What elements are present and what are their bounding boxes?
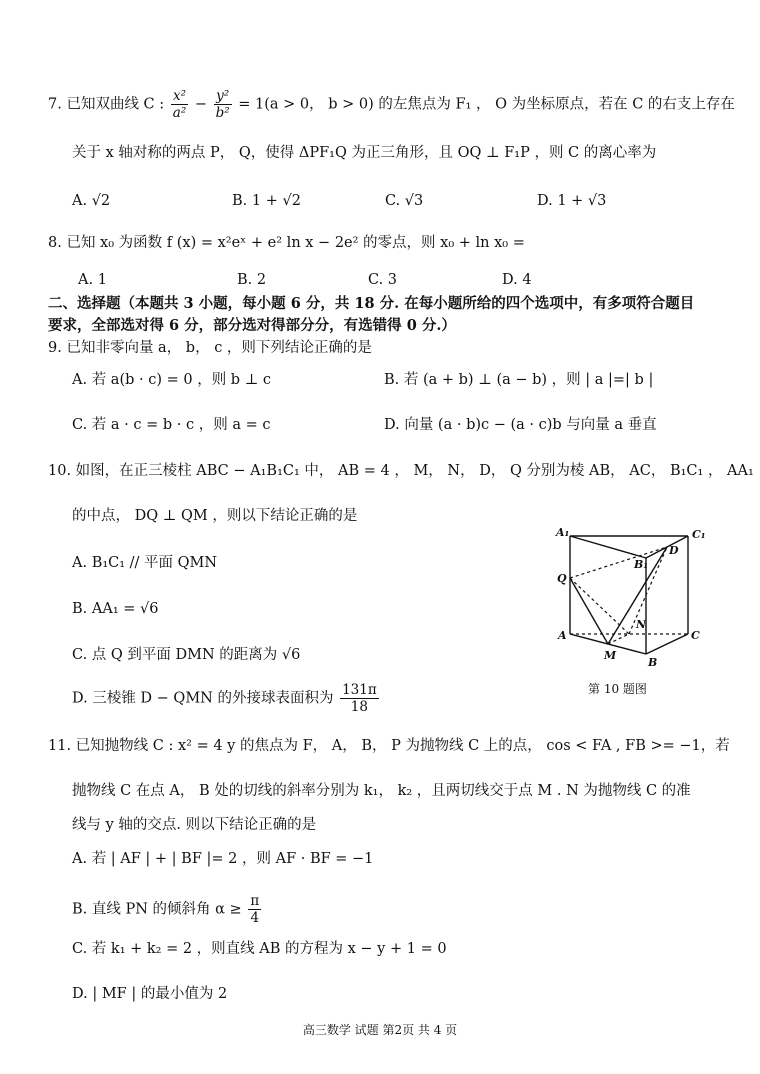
q7-frac1 bbox=[171, 88, 188, 121]
q8-option-a: A. 1 bbox=[78, 272, 107, 288]
q11-option-b-prefix: B. 直线 PN 的倾斜角 α ≥ bbox=[72, 901, 242, 918]
q11-option-d: D. | MF | 的最小值为 2 bbox=[72, 986, 228, 1002]
q7-stem-line1 bbox=[48, 88, 735, 121]
section2-header-line2: 要求，全部选对得 6 分，部分选对得部分分，有选错得 0 分.） bbox=[48, 317, 456, 334]
q11-option-b-den: 4 bbox=[250, 910, 260, 926]
label-b1: B₁ bbox=[634, 558, 649, 571]
section2-header-line1: 二、选择题（本题共 3 小题，每小题 6 分，共 18 分. 在每小题所给的四个选项中，有多项符合题目 bbox=[48, 295, 695, 312]
q9-stem: 9. 已知非零向量 a， b， c ，则下列结论正确的是 bbox=[48, 340, 372, 356]
q8-option-b: B. 2 bbox=[237, 272, 267, 288]
q10-option-d-prefix: D. 三棱锥 D − QMN 的外接球表面积为 bbox=[72, 690, 334, 707]
q7-frac2-den: b² bbox=[215, 105, 230, 121]
q11-option-c: C. 若 k₁ + k₂ = 2 ，则直线 AB 的方程为 x − y + 1 = 0 bbox=[72, 941, 447, 957]
q9-option-b: B. 若 (a + b) ⊥ (a − b) ，则 | a |=| b | bbox=[384, 372, 654, 388]
label-m: M bbox=[604, 649, 617, 662]
q9-option-c: C. 若 a · c = b · c ，则 a = c bbox=[72, 417, 271, 433]
q8-option-d: D. 4 bbox=[502, 272, 532, 288]
q7-frac2 bbox=[214, 88, 232, 121]
q10-option-d-frac bbox=[340, 682, 379, 715]
q10-stem-line2: 的中点， DQ ⊥ QM ，则以下结论正确的是 bbox=[72, 508, 358, 524]
q11-stem-line3: 线与 y 轴的交点. 则以下结论正确的是 bbox=[72, 817, 317, 833]
q7-frac1-den: a² bbox=[172, 105, 187, 121]
label-q: Q bbox=[557, 572, 567, 585]
edge-qd bbox=[570, 547, 667, 578]
label-a: A bbox=[558, 629, 567, 642]
label-d: D bbox=[669, 544, 679, 557]
q7-frac1-num: x² bbox=[171, 88, 188, 105]
label-c: C bbox=[691, 629, 700, 642]
q7-stem-line2: 关于 x 轴对称的两点 P， Q，使得 ΔPF₁Q 为正三角形，且 OQ ⊥ F₁P ，则 C 的离心率为 bbox=[72, 145, 657, 161]
q7-minus: − bbox=[194, 96, 207, 113]
q7-suffix: = 1(a > 0， b > 0) 的左焦点为 F₁ ， O 为坐标原点，若在 C 的右支上存在 bbox=[238, 96, 735, 113]
q11-option-b bbox=[72, 893, 263, 926]
q10-stem-line1: 10. 如图，在正三棱柱 ABC − A₁B₁C₁ 中， AB = 4 ， M， N， D， Q 分别为棱 AB， AC， B₁C₁ ， AA₁ bbox=[48, 463, 754, 479]
q8-stem: 8. 已知 x₀ 为函数 f (x) = x²eˣ + e² ln x − 2e² 的零点，则 x₀ + ln x₀ = bbox=[48, 235, 525, 251]
label-a1: A₁ bbox=[556, 526, 570, 539]
q11-stem-line2: 抛物线 C 在点 A， B 处的切线的斜率分别为 k₁， k₂ ，且两切线交于点 M . N 为抛物线 C 的准 bbox=[72, 783, 691, 799]
label-b: B bbox=[648, 656, 658, 669]
q11-stem-line1: 11. 已知抛物线 C : x² = 4 y 的焦点为 F， A， B， P 为抛物线 C 上的点， cos < FA , FB >= −1，若 bbox=[48, 738, 730, 754]
q8-option-c: C. 3 bbox=[368, 272, 398, 288]
q10-option-d bbox=[72, 682, 381, 715]
q10-option-c: C. 点 Q 到平面 DMN 的距离为 √6 bbox=[72, 647, 301, 663]
q7-option-d: D. 1 + √3 bbox=[537, 193, 607, 209]
q7-option-c: C. √3 bbox=[385, 193, 424, 209]
edge-a1b1 bbox=[570, 536, 646, 558]
q9-option-d: D. 向量 (a · b)c − (a · c)b 与向量 a 垂直 bbox=[384, 417, 657, 433]
q7-option-b: B. 1 + √2 bbox=[232, 193, 301, 209]
label-c1: C₁ bbox=[692, 528, 706, 541]
q10-option-d-den: 18 bbox=[350, 699, 368, 715]
edge-qn bbox=[570, 578, 629, 634]
q11-option-b-num: π bbox=[250, 893, 260, 909]
figure-caption: 第 10 题图 bbox=[588, 682, 647, 696]
q7-option-a: A. √2 bbox=[72, 193, 111, 209]
q7-frac2-num: y² bbox=[214, 88, 232, 105]
edge-bc bbox=[646, 634, 688, 654]
q11-option-b-frac bbox=[248, 893, 261, 926]
q10-option-a: A. B₁C₁ // 平面 QMN bbox=[72, 555, 218, 571]
q7-prefix: 7. 已知双曲线 C : bbox=[48, 96, 165, 113]
label-n: N bbox=[636, 618, 647, 631]
q10-option-b: B. AA₁ = √6 bbox=[72, 601, 159, 617]
q10-option-d-num: 131π bbox=[342, 682, 377, 698]
q9-option-a: A. 若 a(b · c) = 0 ，则 b ⊥ c bbox=[72, 372, 272, 388]
page-footer: 高三数学 试题 第2页 共 4 页 bbox=[302, 1023, 458, 1037]
prism-figure bbox=[548, 522, 718, 672]
q11-option-a: A. 若 | AF | + | BF |= 2 ，则 AF · BF = −1 bbox=[72, 851, 374, 867]
